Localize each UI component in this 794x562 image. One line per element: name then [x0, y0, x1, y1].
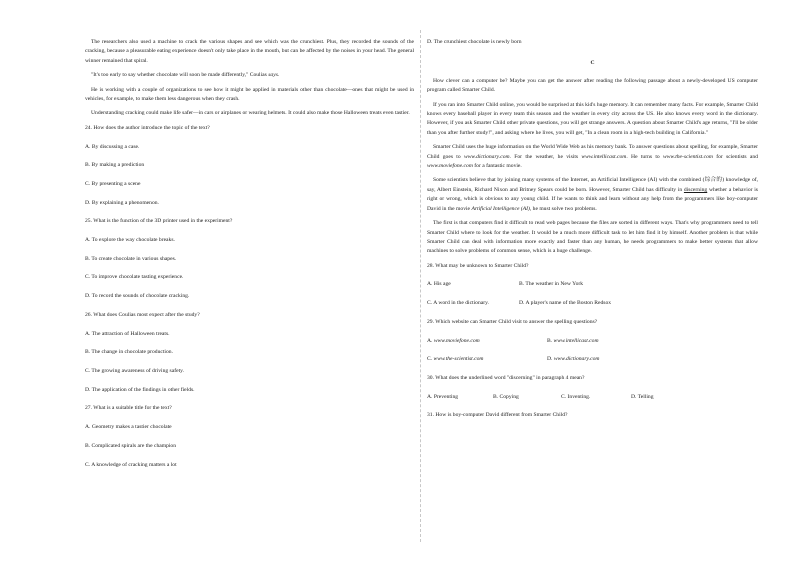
paragraph: "It's too early to say whether chocolate will soon be made differently," Coulias says. — [91, 72, 280, 79]
option: B. Complicated spirals are the champion — [85, 442, 177, 449]
options-row — [427, 299, 758, 308]
option: C. By presenting a scene — [85, 180, 141, 187]
option: C. To improve chocolate tasting experience. — [85, 274, 184, 281]
options-row — [427, 393, 758, 402]
options-row — [427, 337, 758, 346]
option: A. To explore the way chocolate breaks. — [85, 237, 175, 244]
option: B. The weather in New York — [519, 281, 584, 288]
underlined-word: discerning — [683, 186, 708, 193]
option: B. www.intellicast.com — [547, 337, 599, 344]
question-28: 28. What may be unknown to Smarter Child? — [427, 262, 529, 269]
right-column — [427, 38, 758, 430]
option: C. The growing awareness of driving safety. — [85, 367, 184, 374]
option: A. www.moviefone.com — [427, 337, 480, 344]
option: D. The crunchiest chocolate is newly born — [427, 39, 522, 45]
paragraph: The first is that computers find it difficult to read web pages because the files are sorted in different ways. That's why programmers need to tell Smarter Child where to look for the weather. It would be a much more difficult task to let him find it by himself. Another problem is that while Smarter Child can deal with information more exactly and faster than any human, he needs programmers to make better systems that allow machines to solve problems of common sense, which is a huge challenge. — [427, 220, 758, 255]
paragraph: He is working with a couple of organizations to see how it might be applied in materials other than chocolate—ones that might be used in vehicles, for example, to make them less dangerous when they crash. — [85, 86, 414, 103]
option: C. www.the-scientist.com — [427, 356, 484, 363]
option: B. The change in chocolate production. — [85, 349, 173, 356]
question-24: 24. How does the author introduce the topic of the text? — [85, 124, 210, 131]
option: D. By explaining a phenomenon. — [85, 199, 159, 206]
option: D. Telling — [631, 393, 654, 400]
question-26: 26. What does Coulias most expect after the study? — [85, 311, 200, 318]
option: C. A word in the dictionary. — [427, 300, 489, 307]
option: A. By discussing a case. — [85, 143, 140, 150]
option: D. To record the sounds of chocolate cracking. — [85, 293, 190, 300]
column-divider — [420, 30, 421, 542]
question-29: 29. Which website can Smarter Child visit to answer the spelling questions? — [427, 318, 598, 325]
options-row — [427, 355, 758, 364]
option: D. A player's name of the Boston Redsox — [519, 300, 612, 307]
paragraph: Some scientists believe that by joining many systems of the Internet, an Artificial Intelligence (AI) with the combined (综合的) knowledge of, say, Albert Einstein, Richard Nixon and Britney Spears could be born. However, Smarter Child has difficulty in discerning whether a behavior is right or wrong, which is obvious to any young child. If he wants to think and learn without any help from the programmers like boy-computer David in the movie Artificial Intelligence (AI), he must solve two problems. — [427, 177, 758, 212]
question-25: 25. What is the function of the 3D printer used in the experiment? — [85, 218, 233, 225]
option: C. A knowledge of cracking matters a lot — [85, 461, 177, 468]
section-heading: C — [590, 60, 595, 67]
paragraph: Understanding cracking could make life safer—in cars or airplanes or wearing helmets. It could also make those Halloween treats even tastier. — [91, 110, 410, 117]
option: B. By making a prediction — [85, 162, 145, 169]
option: C. Inventing. — [561, 393, 591, 400]
question-30: 30. What does the underlined word "discerning" in paragraph 4 mean? — [427, 374, 585, 381]
paragraph: How clever can a computer be? Maybe you can get the answer after reading the following passage about a newly-developed US computer program called Smarter Child. — [427, 77, 758, 94]
option: A. His age — [427, 281, 451, 288]
paragraph: Smarter Child uses the huge information on the World Wide Web as his memory bank. To answer questions about spelling, for example, Smarter Child goes to www.dictionary.com. For the weather, he visits www.intellicast.com. He turns to www.the-scientist.com for scientists and www.moviefone.com for a fantastic movie. — [427, 144, 758, 170]
option: B. To create chocolate in various shapes. — [85, 255, 177, 262]
option: A. Preventing — [427, 393, 459, 400]
option: B. Copying — [493, 393, 519, 400]
option: A. The attraction of Halloween treats. — [85, 330, 170, 337]
paragraph: The researchers also used a machine to crack the various shapes and see which was the crunchiest. Plus, they recorded the sounds of the cracking, because a pleasurable eating experience doesn't only take place in the mouth, but can be affected by the noises in your head. The general winner remained that spiral. — [85, 39, 414, 64]
left-column — [85, 38, 414, 479]
option: D. The application of the findings in other fields. — [85, 386, 195, 393]
question-31: 31. How is boy-computer David different from Smarter Child? — [427, 412, 568, 419]
option: A. Geometry makes a tastier chocolate — [85, 424, 172, 431]
options-row — [427, 280, 758, 289]
option: D. www.dictionary.com — [547, 356, 600, 363]
question-27: 27. What is a suitable title for the text? — [85, 405, 172, 412]
paragraph: If you ran into Smarter Child online, you would be surprised at this kid's huge memory. It can remember many facts. For example, Smarter Child knows every baseball player in every team this season and the weather in every city across the US. He also knows every word in the dictionary. However, if you ask Smarter Child other private questions, you will get strange answers. A question about Smarter Child's age returns, "I'll be older than you after further study!", and asking where he lives, you will get, "In a clean room in a high-tech building in California." — [427, 101, 758, 136]
